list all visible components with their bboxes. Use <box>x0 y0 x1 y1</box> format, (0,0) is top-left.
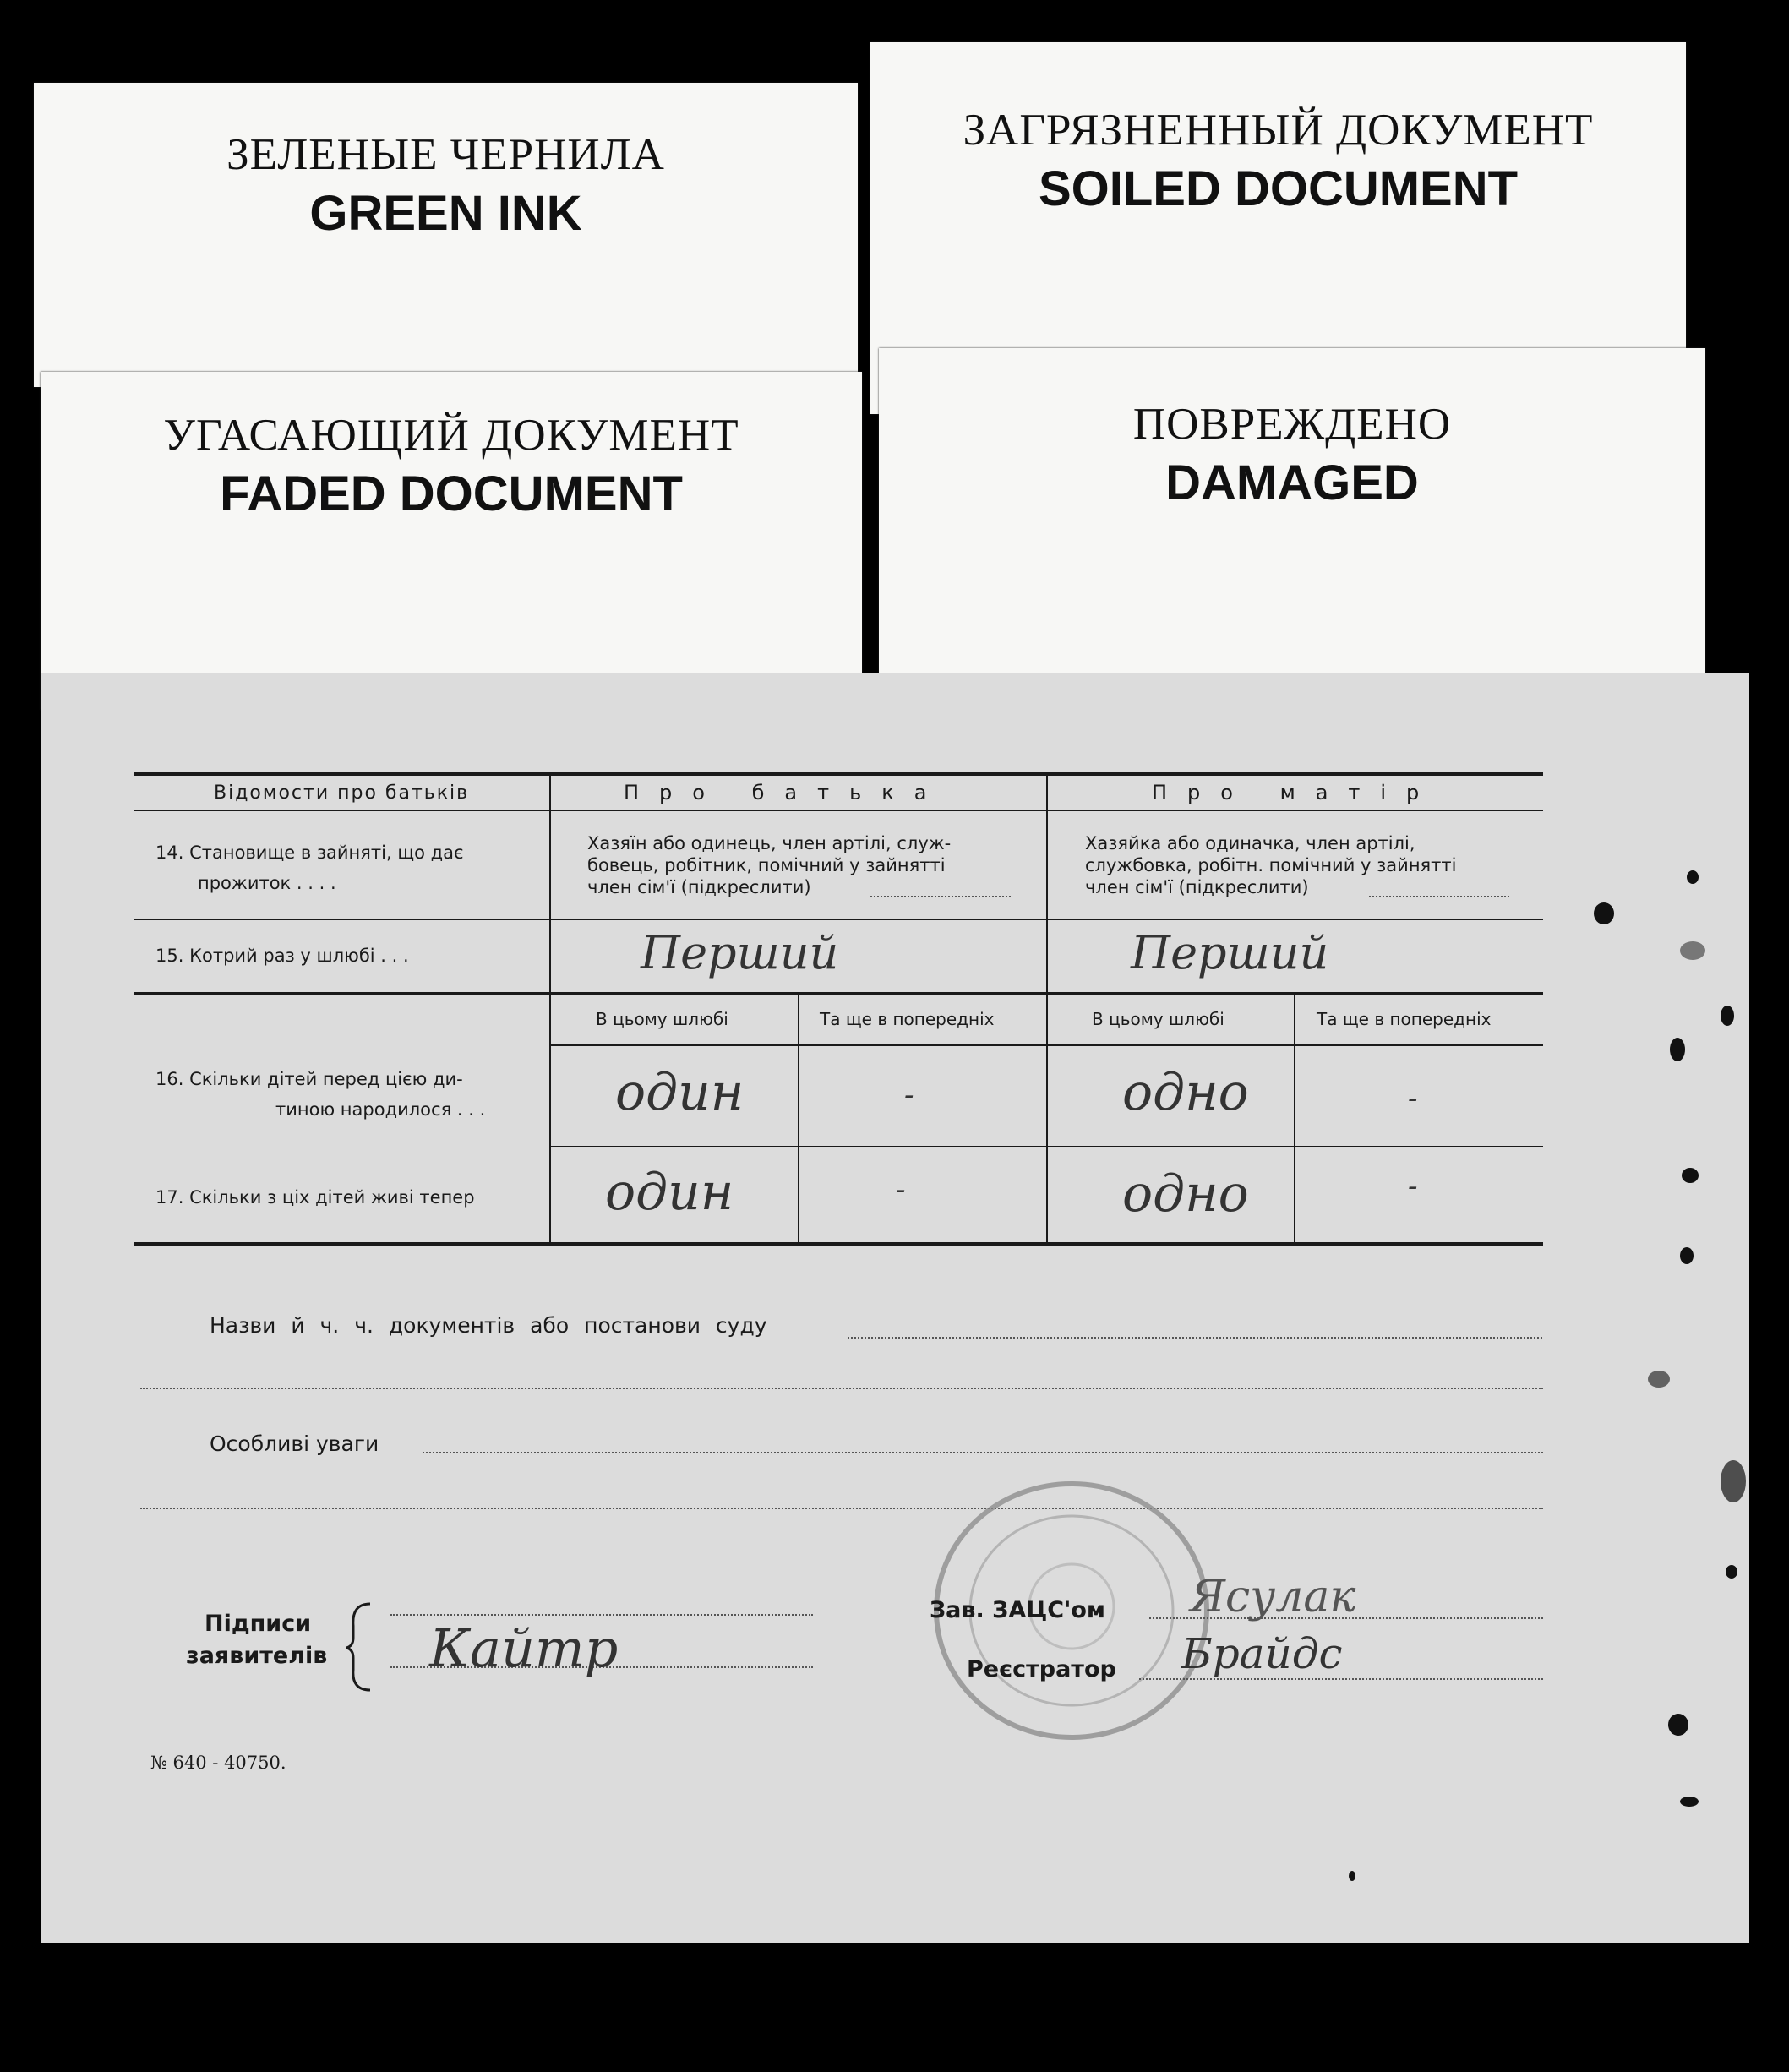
notice-ru-text: ЗЕЛЕНЫЕ ЧЕРНИЛА <box>226 130 665 179</box>
row14-father-line1: Хазяїн або одинець, член артілі, служ- <box>587 833 952 853</box>
row14-label-line2: прожиток . . . . <box>198 873 336 893</box>
ink-blot <box>1670 1038 1685 1061</box>
row16-mother-prev-handwritten: - <box>1408 1082 1418 1115</box>
ink-blot <box>1349 1871 1355 1881</box>
dotted-leader <box>848 1337 1542 1339</box>
header-father: Про батька <box>624 781 947 804</box>
table-rule <box>134 919 1543 920</box>
row16-father-this-handwritten: один <box>615 1063 745 1122</box>
ink-blot <box>1726 1565 1737 1579</box>
table-divider <box>1046 774 1048 1244</box>
dotted-leader <box>140 1508 1543 1509</box>
row14-mother-line1: Хазяйка або одиначка, член артілі, <box>1085 833 1415 853</box>
ink-blot <box>1687 870 1699 884</box>
row17-label: 17. Скільки з ціх дітей живі тепер <box>155 1187 475 1208</box>
registry-head-label: Зав. ЗАЦС'ом <box>930 1597 1105 1623</box>
table-rule <box>134 992 1543 995</box>
dotted-leader <box>140 1388 1543 1389</box>
ink-blot <box>1721 1006 1734 1026</box>
notice-ru-text: УГАСАЮЩИЙ ДОКУМЕНТ <box>163 411 739 460</box>
registry-head-signature: Ясулак <box>1190 1572 1356 1622</box>
table-top-rule <box>134 772 1543 776</box>
row14-label-line1: 14. Становище в зайняті, що дає <box>155 842 464 863</box>
row15-mother-handwritten: Перший <box>1131 926 1329 979</box>
row14-father-line2: бовець, робітник, помічний у зайнятті <box>587 855 946 875</box>
row14-father-line3: член сім'ї (підкреслити) <box>587 877 811 897</box>
subheader-mother-this-marriage: В цьому шлюбі <box>1092 1009 1224 1029</box>
row16-label-line1: 16. Скільки дітей перед цією ди- <box>155 1069 463 1089</box>
registrar-signature: Брайдс <box>1181 1629 1343 1678</box>
dotted-leader <box>1139 1678 1543 1680</box>
row15-label: 15. Котрий раз у шлюбі . . . <box>155 946 409 966</box>
dotted-leader <box>390 1614 813 1616</box>
row16-label-line2: тиною народилося . . . <box>275 1099 486 1120</box>
row15-father-handwritten: Перший <box>641 926 839 979</box>
punch-hole <box>1594 902 1614 924</box>
notice-card-green-ink <box>34 83 858 387</box>
registrar-label: Реєстратор <box>967 1656 1116 1682</box>
punch-hole <box>1648 1371 1670 1388</box>
signature-brace <box>345 1600 379 1693</box>
row17-father-this-handwritten: один <box>605 1163 734 1222</box>
dotted-leader <box>870 896 1011 897</box>
table-divider <box>798 994 799 1244</box>
header-mother: Про матір <box>1152 781 1440 804</box>
ink-blot <box>1680 1247 1694 1264</box>
notice-card-damaged <box>879 348 1705 703</box>
punch-hole <box>1668 1714 1688 1736</box>
ink-blot <box>1721 1460 1746 1502</box>
remarks-label: Особливі уваги <box>210 1431 379 1456</box>
ink-blot <box>1680 1797 1699 1807</box>
subheader-mother-previous: Та ще в попередніх <box>1317 1009 1492 1029</box>
table-bottom-rule <box>134 1242 1543 1246</box>
notice-ru-text: ЗАГРЯЗНЕННЫЙ ДОКУМЕНТ <box>963 106 1594 155</box>
subheader-father-previous: Та ще в попередніх <box>820 1009 995 1029</box>
notice-ru-text: ПОВРЕЖДЕНО <box>1132 400 1452 449</box>
register-form-sheet <box>41 673 1749 1943</box>
row16-father-prev-handwritten: - <box>904 1078 914 1112</box>
header-parents-info: Відомости про батьків <box>214 782 470 804</box>
notice-en-text: GREEN INK <box>309 186 582 241</box>
subheader-father-this-marriage: В цьому шлюбі <box>596 1009 728 1029</box>
row17-mother-this-handwritten: одно <box>1122 1164 1249 1224</box>
row14-mother-line2: службовка, робітн. помічний у зайнятті <box>1085 855 1457 875</box>
documents-label: Назви й ч. ч. документів або постанови суду <box>210 1313 767 1338</box>
table-divider <box>549 774 551 1244</box>
notice-en-text: DAMAGED <box>1165 455 1419 510</box>
table-rule <box>134 810 1543 811</box>
row17-mother-prev-handwritten: - <box>1408 1170 1418 1203</box>
dotted-leader <box>423 1452 1543 1453</box>
notice-en-text: FADED DOCUMENT <box>220 466 683 521</box>
notice-card-faded <box>41 372 862 710</box>
row16-mother-this-handwritten: одно <box>1122 1063 1249 1122</box>
row17-father-prev-handwritten: - <box>896 1173 906 1207</box>
applicant-signature: Кайтр <box>429 1617 619 1679</box>
notice-en-text: SOILED DOCUMENT <box>1038 161 1519 216</box>
signatures-label-line1: Підписи <box>205 1611 312 1637</box>
ink-blot <box>1682 1168 1699 1183</box>
dotted-leader <box>1369 896 1509 897</box>
row14-mother-line3: член сім'ї (підкреслити) <box>1085 877 1309 897</box>
form-number: № 640 - 40750. <box>150 1753 286 1773</box>
table-divider <box>1294 994 1295 1244</box>
ink-blot <box>1680 941 1705 960</box>
signatures-label-line2: заявителів <box>186 1643 328 1669</box>
